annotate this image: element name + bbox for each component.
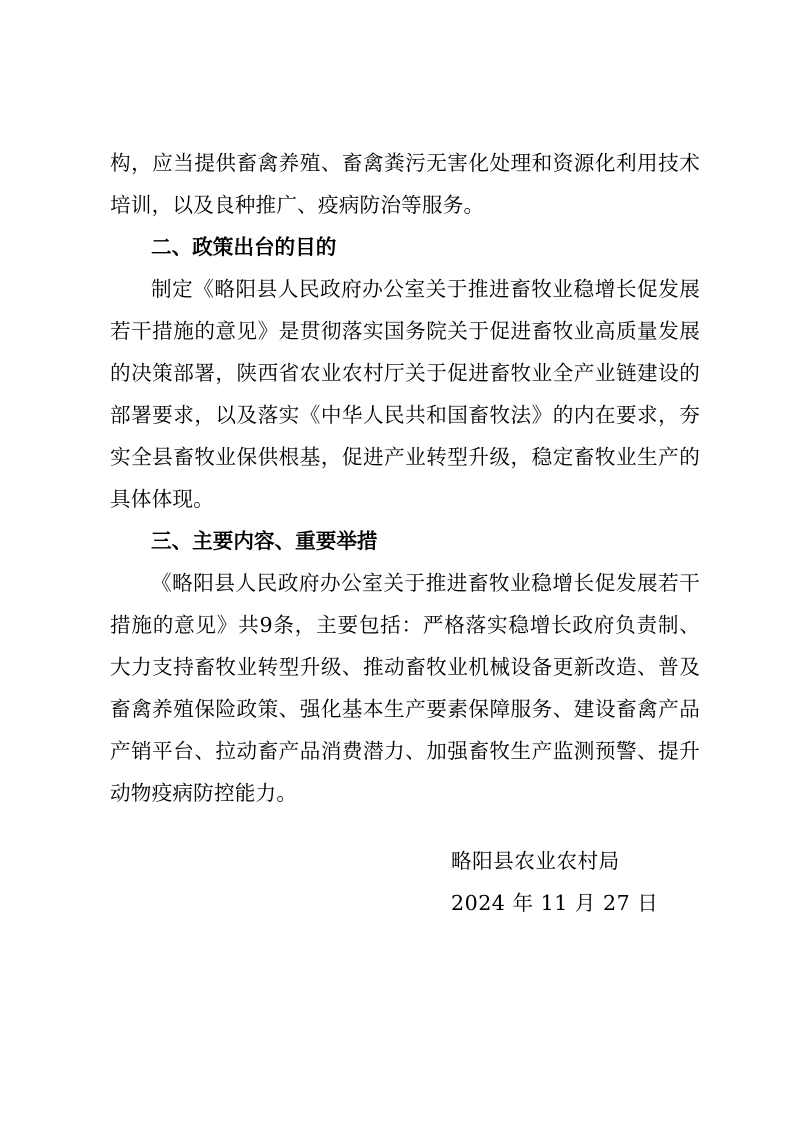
signature-block	[451, 840, 711, 924]
document-body	[110, 142, 700, 814]
signature-organization: 略阳县农业农村局	[451, 849, 620, 873]
continuation-paragraph: 构，应当提供畜禽养殖、畜禽粪污无害化处理和资源化利用技术培训，以及良种推广、疫病防治等服务。	[110, 151, 700, 217]
section-2-heading: 二、政策出台的目的	[151, 235, 337, 259]
section-2-paragraph: 制定《略阳县人民政府办公室关于推进畜牧业稳增长促发展若干措施的意见》是贯彻落实国务院关于促进畜牧业高质量发展的决策部署，陕西省农业农村厅关于促进畜牧业全产业链建设的部署要求，以及落实《中华人民共和国畜牧法》的内在要求，夯实全县畜牧业保供根基，促进产业转型升级，稳定畜牧业生产的具体体现。	[110, 277, 700, 511]
section-3-heading: 三、主要内容、重要举措	[151, 529, 378, 553]
section-3-paragraph: 《略阳县人民政府办公室关于推进畜牧业稳增长促发展若干措施的意见》共9条，主要包括：严格落实稳增长政府负责制、大力支持畜牧业转型升级、推动畜牧业机械设备更新改造、普及畜禽养殖保险政策、强化基本生产要素保障服务、建设畜禽产品产销平台、拉动畜产品消费潜力、加强畜牧生产监测预警、提升动物疫病防控能力。	[110, 571, 700, 805]
signature-date: 2024 年 11 月 27 日	[451, 891, 659, 915]
